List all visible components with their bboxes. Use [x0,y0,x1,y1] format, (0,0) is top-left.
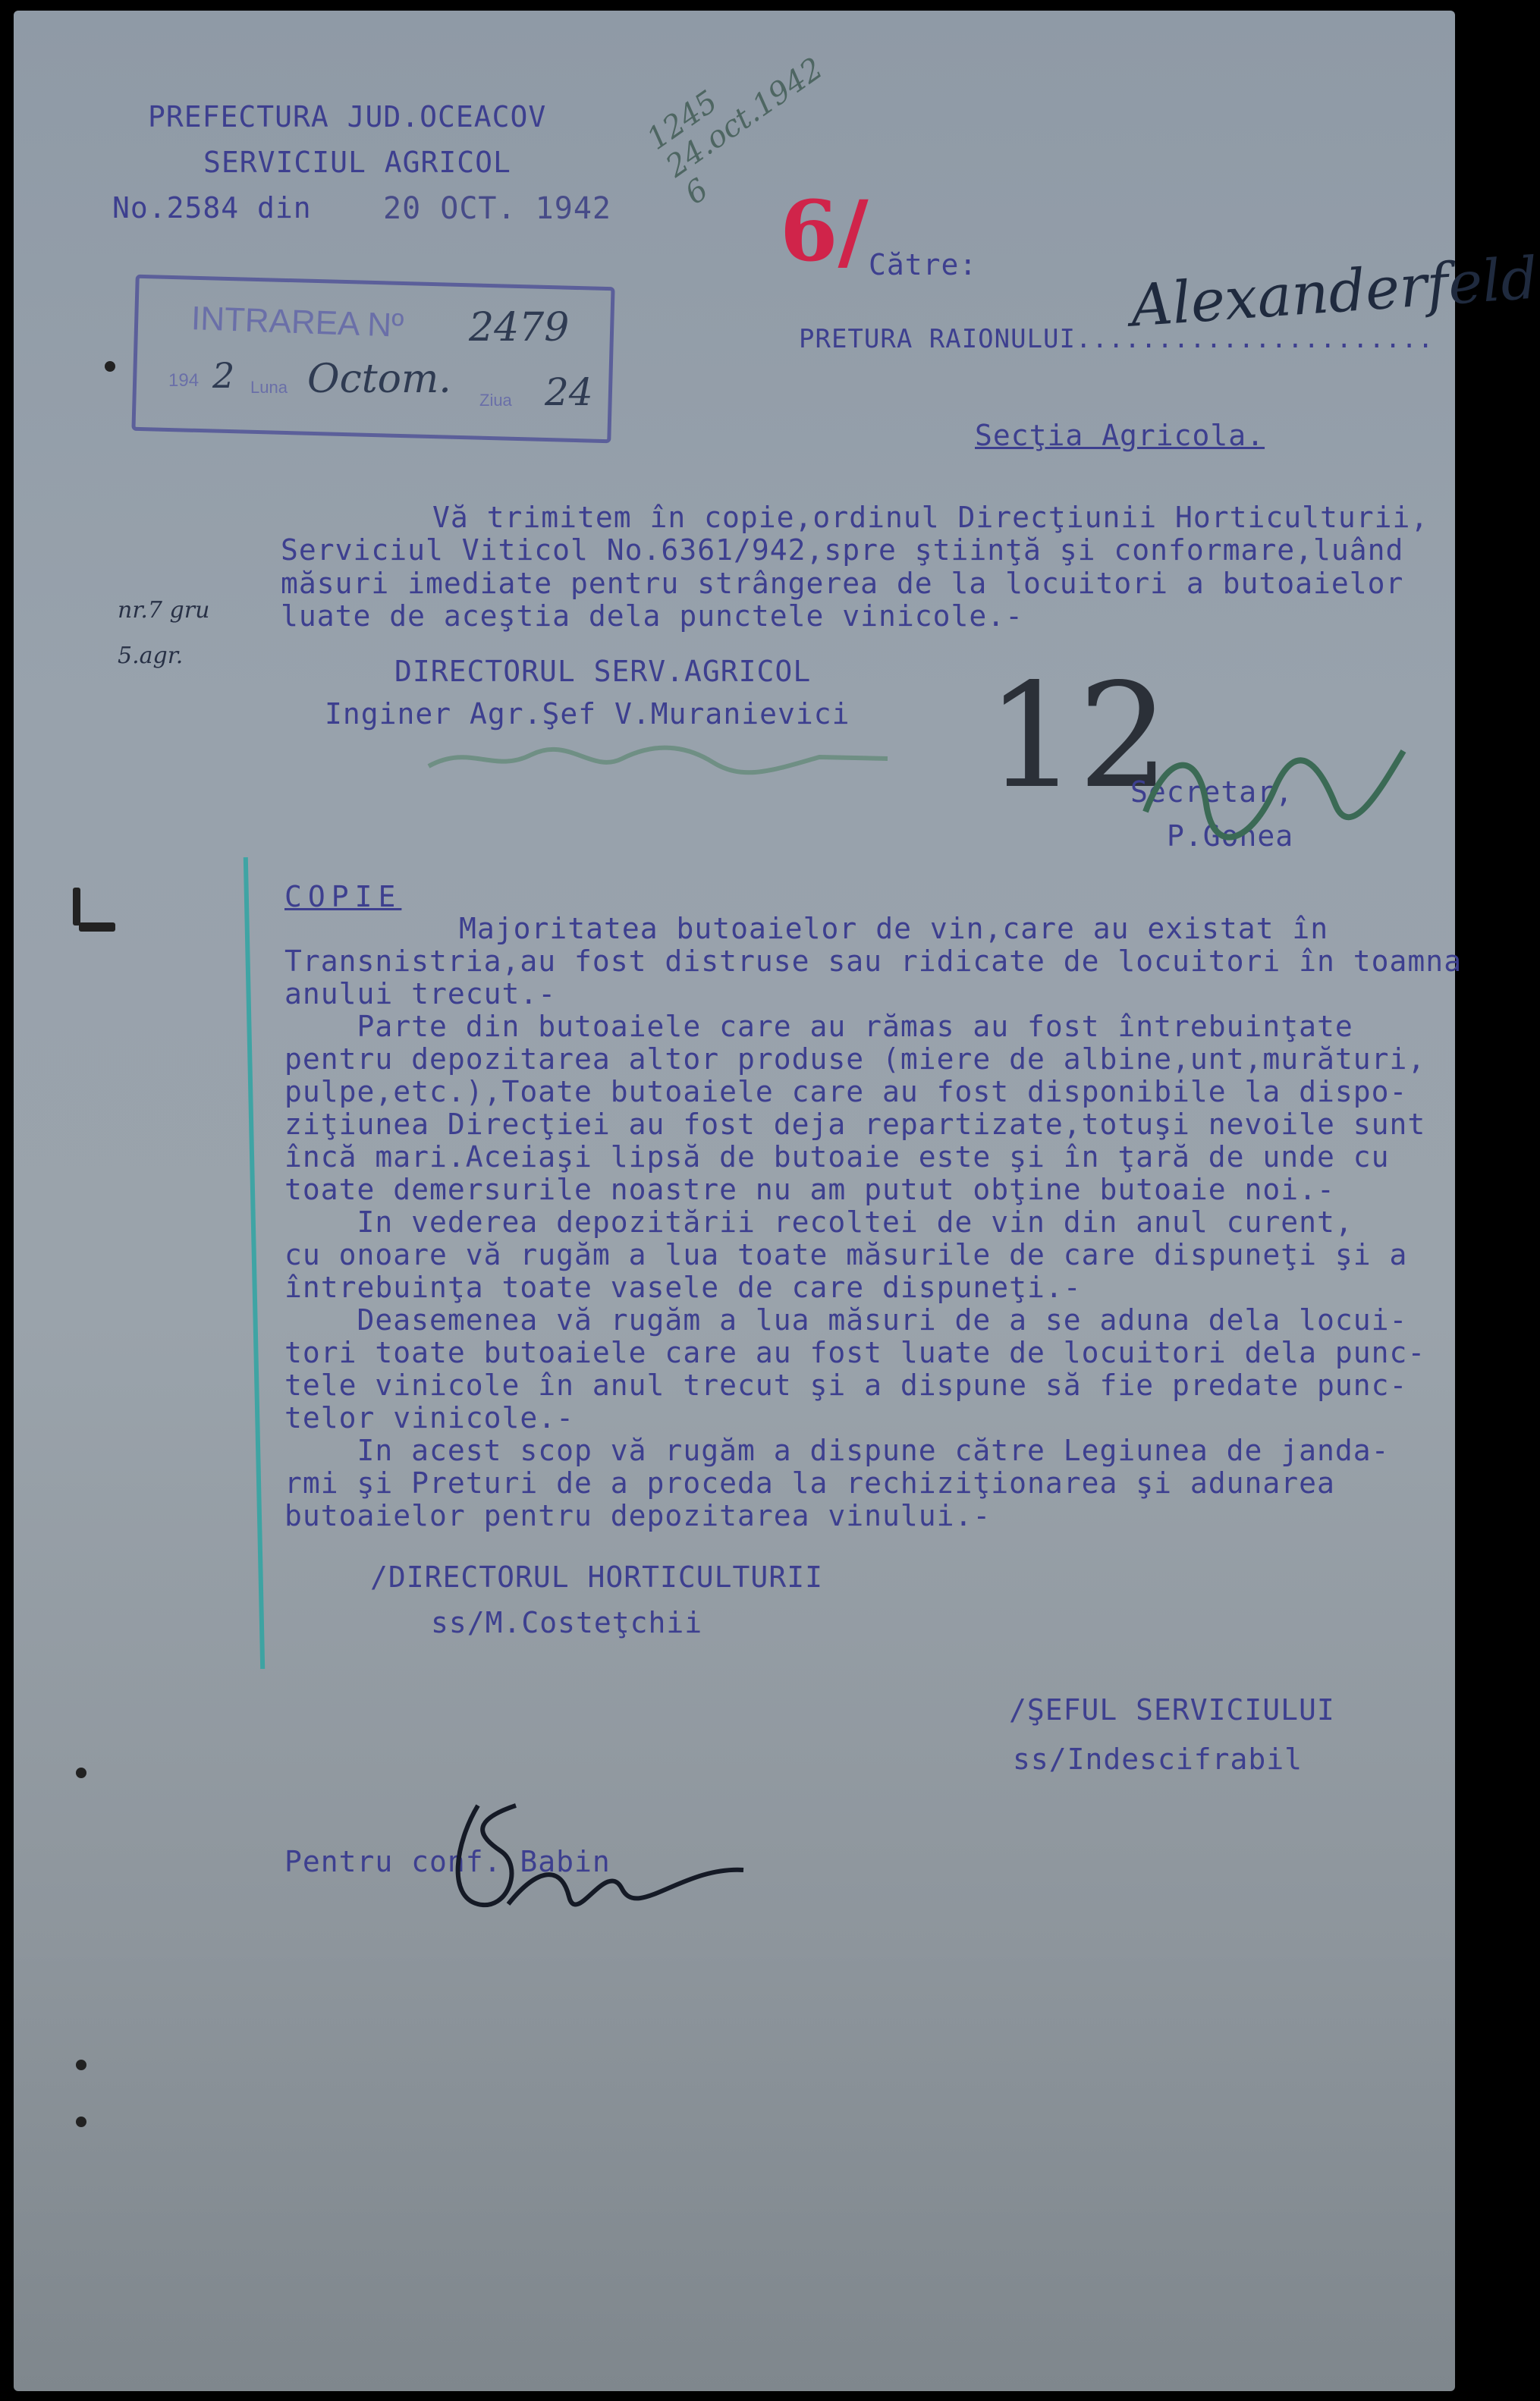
secretary-title: Secretar, [1130,775,1293,809]
punch-hole [73,888,80,926]
copy-director-sign: ss/M.Costeţchii [431,1606,703,1639]
header-service: SERVICIUL AGRICOL [203,146,511,179]
punch-hole [105,361,115,372]
big-pencil-mark: 12 [986,652,1170,820]
copy-heading: COPIE [284,880,402,913]
header-date-stamp: 20 OCT. 1942 [383,191,611,226]
copy-line: încă mari.Aceiaşi lipsă de butoaie este şi în ţară de unde cu [284,1140,1390,1174]
copy-line: tori toate butoaiele care au fost luate de locuitori dela punc- [284,1336,1426,1369]
copy-line: butoaielor pentru depozitarea vinului.- [284,1499,992,1532]
copy-line: In acest scop vă rugăm a dispune către Legiunea de janda- [284,1434,1390,1467]
body-line-3: măsuri imediate pentru strângerea de la locuitori a butoaielor [281,567,1404,600]
copy-line: cu onoare vă rugăm a lua toate măsurile de care dispuneţi şi a [284,1238,1408,1271]
copy-line: întrebuinţa toate vasele de care dispuneţi.- [284,1271,1082,1304]
pencil-registration-note: 1245 24.oct.1942 6 [640,51,830,212]
director-signature [425,728,895,789]
conformity-signature [432,1775,751,1927]
copy-line: Transnistria,au fost distruse sau ridicate de locuitori în toamna [284,944,1463,978]
punch-hole [79,922,115,932]
red-mark: 6/ [780,182,869,280]
stamp-month-label: Luna [250,378,288,397]
copy-line: Parte din butoaiele care au rămas au fost întrebuinţate [284,1010,1353,1043]
copy-chief-title: /ŞEFUL SERVICIULUI [1009,1693,1335,1727]
addressee-pretura: PRETURA RAIONULUI...................... [799,324,1435,354]
margin-note: nr.7 gru 5.agr. [118,597,210,669]
punch-hole [76,1768,86,1778]
copy-line: Majoritatea butoaielor de vin,care au existat în [459,912,1329,945]
conformity-text: Pentru conf. Babin [284,1845,611,1878]
stamp-day: 24 [545,370,593,414]
stamp-year-digit: 2 [212,355,235,396]
addressee-catre: Către: [869,248,978,281]
copy-line: tele vinicole în anul trecut şi a dispune să fie predate punc- [284,1369,1408,1402]
stamp-day-label: Ziua [479,391,512,410]
stamp-title: INTRAREA Nº [190,300,404,344]
body-line-2: Serviciul Viticol No.6361/942,spre ştiinţă şi conformare,luând [281,533,1404,567]
stamp-month: Octom. [307,357,451,402]
copy-line: telor vinicole.- [284,1401,575,1435]
copy-chief-sign: ss/Indescifrabil [1013,1743,1303,1776]
secretary-name: P.Gonea [1167,819,1294,853]
copy-line: pulpe,etc.),Toate butoaiele care au fost disponibile la dispo- [284,1075,1408,1108]
body-line-1: Vă trimitem în copie,ordinul Direcţiunii Horticulturii, [432,501,1429,534]
punch-hole [76,2117,86,2127]
copy-director-title: /DIRECTORUL HORTICULTURII [370,1560,823,1594]
body-line-4: luate de aceştia dela punctele vinicole.- [281,599,1023,633]
secretary-signature [1138,721,1411,853]
stamp-number: 2479 [469,305,570,350]
stamp-year-label: 194 [168,370,200,391]
punch-hole [76,2060,86,2070]
copy-line: In vederea depozitării recoltei de vin din anul curent, [284,1205,1353,1239]
copy-line: ziţiunea Direcţiei au fost deja repartizate,totuşi nevoile sunt [284,1108,1426,1141]
signatory-title: DIRECTORUL SERV.AGRICOL [394,655,812,688]
copy-line: toate demersurile noastre nu am putut obţine butoaie noi.- [284,1173,1335,1206]
header-number: No.2584 din [112,191,312,225]
header-prefecture: PREFECTURA JUD.OCEACOV [148,100,547,134]
signatory-name: Inginer Agr.Şef V.Muranievici [325,697,850,731]
copy-line: Deasemenea vă rugăm a lua măsuri de a se aduna dela locui- [284,1303,1408,1337]
copy-line: anului trecut.- [284,977,557,1010]
addressee-section: Secţia Agricola. [975,419,1265,452]
copy-line: rmi şi Preturi de a proceda la rechiziţionarea şi adunarea [284,1466,1335,1500]
copy-line: pentru depozitarea altor produse (miere de albine,unt,murături, [284,1042,1426,1076]
addressee-place: Alexanderfeld [1128,244,1540,340]
